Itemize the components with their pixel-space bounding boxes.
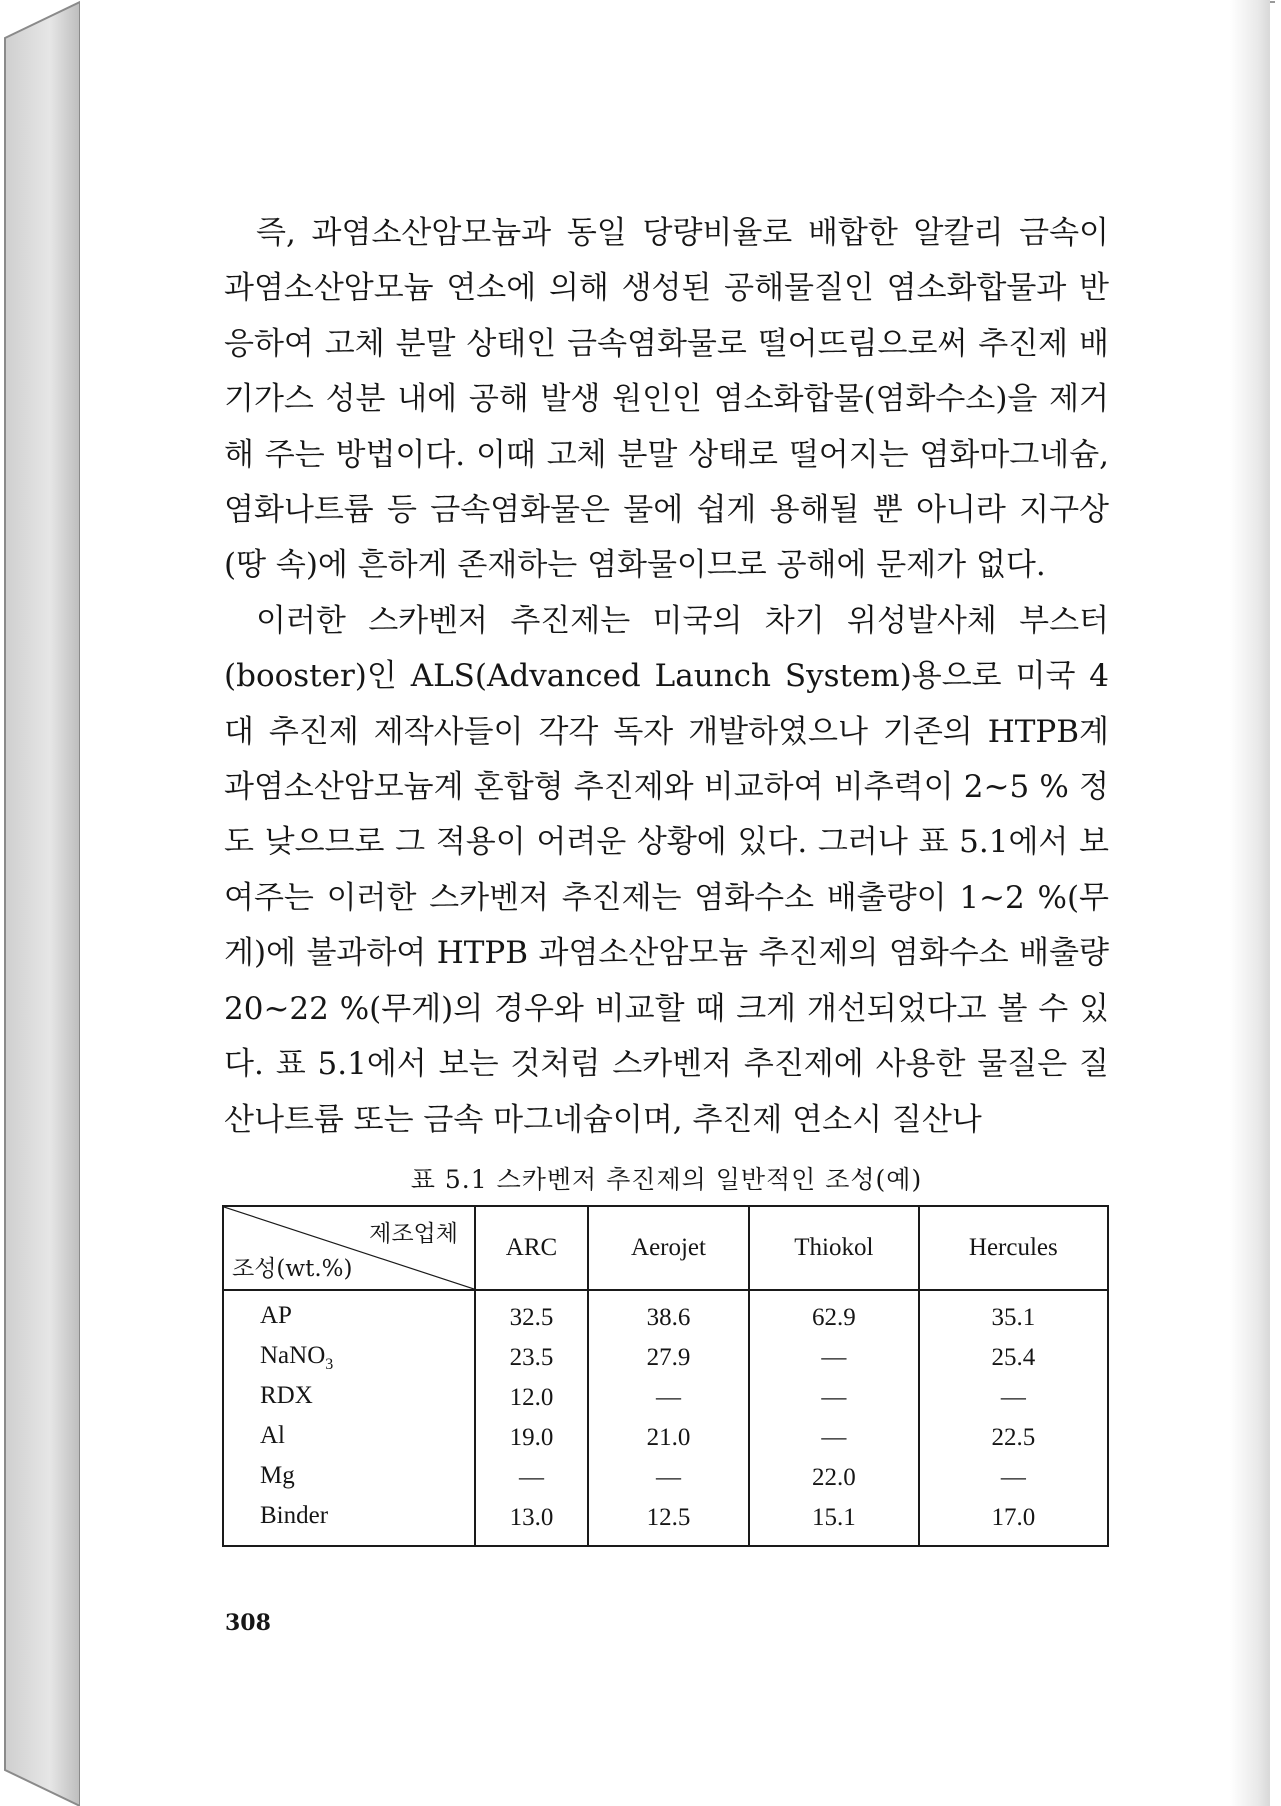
row-label: RDX (223, 1378, 475, 1418)
body-text (224, 206, 1109, 1148)
table-cell: — (588, 1378, 749, 1418)
table-row (223, 1378, 1108, 1418)
row-label: AP (223, 1290, 475, 1338)
table-cell: — (749, 1378, 919, 1418)
column-header: ARC (475, 1206, 588, 1290)
composition-table (222, 1205, 1109, 1547)
table-row (223, 1458, 1108, 1498)
corner-label-manufacturer: 제조업체 (369, 1221, 458, 1247)
table-corner-cell (223, 1206, 475, 1290)
row-label: Al (223, 1418, 475, 1458)
table-cell: 35.1 (919, 1290, 1108, 1338)
row-label: Binder (223, 1498, 475, 1546)
table-cell: 38.6 (588, 1290, 749, 1338)
page-edge-shadow (1230, 0, 1270, 1806)
table-cell: — (919, 1458, 1108, 1498)
table-cell: 19.0 (475, 1418, 588, 1458)
table-cell: 22.0 (749, 1458, 919, 1498)
table-cell: 25.4 (919, 1338, 1108, 1378)
table-cell: 15.1 (749, 1498, 919, 1546)
table-cell: 17.0 (919, 1498, 1108, 1546)
row-label: NaNO$_3$ (223, 1338, 475, 1378)
column-header: Hercules (919, 1206, 1108, 1290)
column-header: Aerojet (588, 1206, 749, 1290)
table-row (223, 1290, 1108, 1338)
table-cell: 22.5 (919, 1418, 1108, 1458)
paragraph-1: 즉, 과염소산암모늄과 동일 당량비율로 배합한 알칼리 금속이 과염소산암모늄 연소에 의해 생성된 공해물질인 염소화합물과 반응하여 고체 분말 상태인 금속염화물로 떨어뜨림으로써 추진제 배기가스 성분 내에 공해 발생 원인인 염소화합물(염화수소)을 제거해 주는 방법이다. 이때 고체 분말 상태로 떨어지는 염화마그네슘, 염화나트륨 등 금속염화물은 물에 쉽게 용해될 뿐 아니라 지구상(땅 속)에 흔하게 존재하는 염화물이므로 공해에 문제가 없다. (224, 215, 1109, 584)
table-caption: 표 5.1 스카벤저 추진제의 일반적인 조성(예) (410, 1165, 923, 1194)
table-cell: 13.0 (475, 1498, 588, 1546)
table-cell: — (588, 1458, 749, 1498)
table-cell: 12.0 (475, 1378, 588, 1418)
table-cell: 12.5 (588, 1498, 749, 1546)
corner-label-composition: 조성(wt.%) (232, 1256, 353, 1282)
column-header: Thiokol (749, 1206, 919, 1290)
table-cell: 21.0 (588, 1418, 749, 1458)
table-row (223, 1418, 1108, 1458)
table-cell: — (919, 1378, 1108, 1418)
row-label: Mg (223, 1458, 475, 1498)
table-cell: 23.5 (475, 1338, 588, 1378)
paragraph-2: 이러한 스카벤저 추진제는 미국의 차기 위성발사체 부스터(booster)인 ALS(Advanced Launch System)용으로 미국 4대 추진제 제작사들이 각각 독자 개발하였으나 기존의 HTPB계 과염소산암모늄계 혼합형 추진제와 비교하여 비추력이 2~5 % 정도 낮으므로 그 적용이 어려운 상황에 있다. 그러나 표 5.1에서 보여주는 이러한 스카벤저 추진제는 염화수소 배출량이 1~2 %(무게)에 불과하여 HTPB 과염소산암모늄 추진제의 염화수소 배출량 20~22 %(무게)의 경우와 비교할 때 크게 개선되었다고 볼 수 있다. 표 5.1에서 보는 것처럼 스카벤저 추진제에 사용한 물질은 질산나트륨 또는 금속 마그네슘이며, 추진제 연소시 질산나 (224, 602, 1109, 1138)
table-row (223, 1498, 1108, 1546)
table-cell: 32.5 (475, 1290, 588, 1338)
table-cell: — (749, 1338, 919, 1378)
page-number: 308 (225, 1610, 271, 1636)
table-cell: 62.9 (749, 1290, 919, 1338)
table-cell: — (475, 1458, 588, 1498)
table-header-row (223, 1206, 1108, 1290)
table-row (223, 1338, 1108, 1378)
table-cell: — (749, 1418, 919, 1458)
table-cell: 27.9 (588, 1338, 749, 1378)
